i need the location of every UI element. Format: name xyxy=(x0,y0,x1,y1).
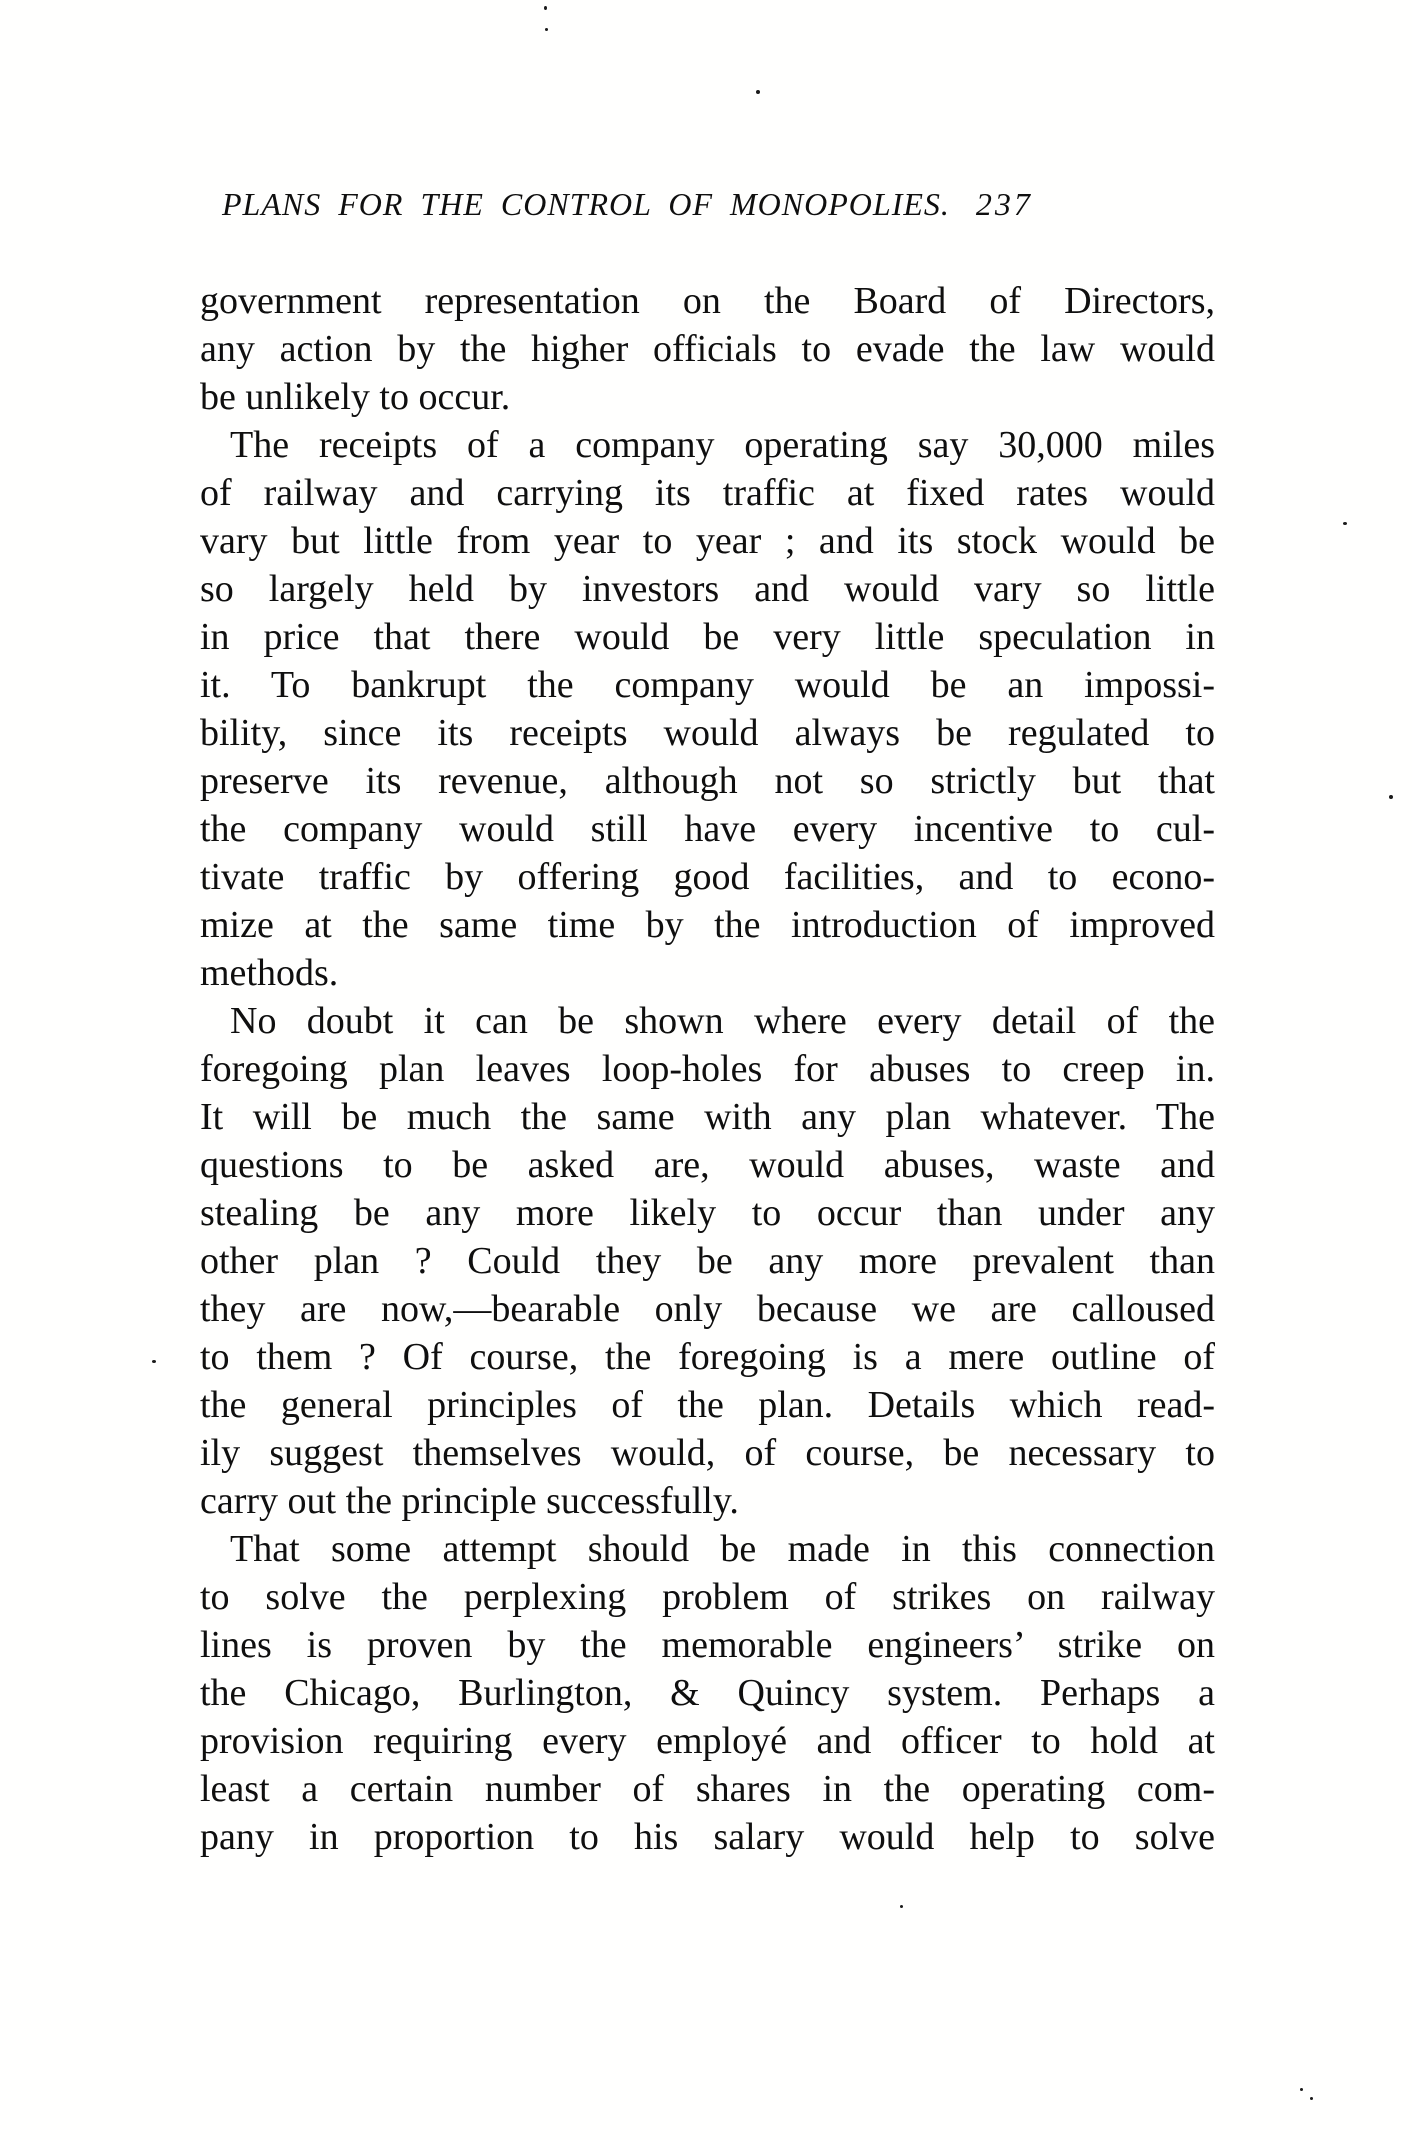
text-line: to solve the perplexing problem of strikes on railway xyxy=(200,1576,1215,1618)
text-line: they are now,—bearable only because we are calloused xyxy=(200,1288,1215,1330)
scan-speckle xyxy=(1300,2088,1303,2091)
text-line: of railway and carrying its traffic at fixed rates would xyxy=(200,472,1215,514)
text-line: the company would still have every incentive to cul- xyxy=(200,808,1215,850)
text-line: tivate traffic by offering good facilities, and to econo- xyxy=(200,856,1215,898)
scan-speckle xyxy=(1310,2097,1313,2100)
text-line: pany in proportion to his salary would help to solve xyxy=(200,1816,1215,1858)
text-line: mize at the same time by the introduction of improved xyxy=(200,904,1215,946)
page-number: 237 xyxy=(975,186,1033,222)
text-line: No doubt it can be shown where every detail of the xyxy=(230,1000,1215,1042)
text-line: it. To bankrupt the company would be an impossi- xyxy=(200,664,1215,706)
text-line: The receipts of a company operating say 30,000 miles xyxy=(230,424,1215,466)
paragraph-2 xyxy=(200,421,1215,997)
text-line: other plan ? Could they be any more prevalent than xyxy=(200,1240,1215,1282)
text-line: provision requiring every employé and officer to hold at xyxy=(200,1720,1215,1762)
text-line: in price that there would be very little speculation in xyxy=(200,616,1215,658)
text-line: methods. xyxy=(200,952,339,994)
scan-speckle xyxy=(756,90,760,94)
text-line: so largely held by investors and would vary so little xyxy=(200,568,1215,610)
paragraph-1 xyxy=(200,277,1215,421)
text-line: That some attempt should be made in this connection xyxy=(230,1528,1215,1570)
text-line: government representation on the Board of Directors, xyxy=(200,280,1215,322)
text-line: carry out the principle successfully. xyxy=(200,1480,739,1522)
text-line: the Chicago, Burlington, & Quincy system. Perhaps a xyxy=(200,1672,1215,1714)
text-column xyxy=(200,277,1215,1861)
text-line: the general principles of the plan. Details which read- xyxy=(200,1384,1215,1426)
text-line: lines is proven by the memorable engineers’ strike on xyxy=(200,1624,1215,1666)
scan-speckle xyxy=(1343,522,1347,525)
text-line: bility, since its receipts would always be regulated to xyxy=(200,712,1215,754)
text-line: preserve its revenue, although not so strictly but that xyxy=(200,760,1215,802)
text-line: ily suggest themselves would, of course, be necessary to xyxy=(200,1432,1215,1474)
text-line: any action by the higher officials to evade the law would xyxy=(200,328,1215,370)
scan-speckle xyxy=(152,1360,156,1363)
text-line: be unlikely to occur. xyxy=(200,376,511,418)
paragraph-4 xyxy=(200,1525,1215,1861)
text-line: least a certain number of shares in the operating com- xyxy=(200,1768,1215,1810)
text-line: It will be much the same with any plan whatever. The xyxy=(200,1096,1215,1138)
text-line: to them ? Of course, the foregoing is a mere outline of xyxy=(200,1336,1215,1378)
text-line: stealing be any more likely to occur than under any xyxy=(200,1192,1215,1234)
scan-speckle xyxy=(545,28,548,31)
text-line: questions to be asked are, would abuses, waste and xyxy=(200,1144,1215,1186)
text-line: foregoing plan leaves loop-holes for abuses to creep in. xyxy=(200,1048,1215,1090)
scan-speckle xyxy=(544,6,547,10)
running-head-title: PLANS FOR THE CONTROL OF MONOPOLIES. xyxy=(222,186,950,222)
page-header xyxy=(222,186,1033,223)
paragraph-3 xyxy=(200,997,1215,1525)
scan-speckle xyxy=(900,1905,903,1908)
scan-speckle xyxy=(1389,795,1393,799)
text-line: vary but little from year to year ; and its stock would be xyxy=(200,520,1215,562)
